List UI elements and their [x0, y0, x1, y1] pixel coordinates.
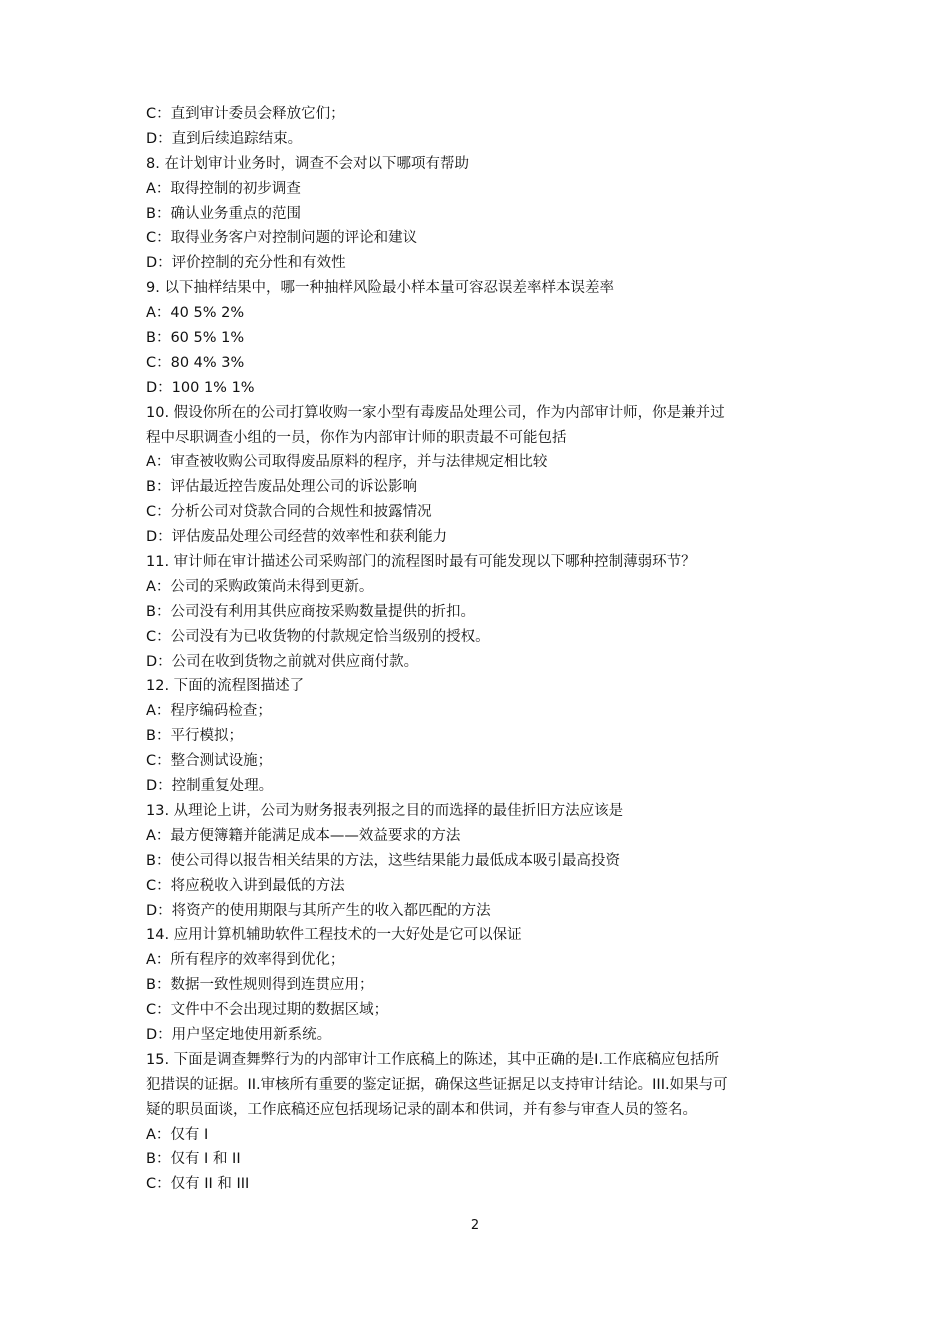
text-line: C：直到审计委员会释放它们； — [146, 106, 345, 122]
option-line: A：40 5% 2% — [146, 305, 245, 322]
question-9: 9. 以下抽样结果中，哪一种抽样风险最小样本量可容忍误差率样本误差率 — [146, 280, 614, 297]
option-line: B：公司没有利用其供应商按采购数量提供的折扣。 — [146, 603, 475, 620]
option-line: A：取得控制的初步调查 — [146, 180, 301, 197]
question-14: 14. 应用计算机辅助软件工程技术的一大好处是它可以保证 — [146, 927, 522, 944]
option-line: B：仅有 I 和 II — [146, 1151, 241, 1168]
question-10: 10. 假设你所在的公司打算收购一家小型有毒废品处理公司，作为内部审计师，你是兼并过 — [146, 404, 725, 421]
option-line: A：公司的采购政策尚未得到更新。 — [146, 578, 374, 595]
option-line: A：仅有 I — [146, 1126, 209, 1143]
option-line: D：评价控制的充分性和有效性 — [146, 255, 346, 272]
option-line: D：将资产的使用期限与其所产生的收入都匹配的方法 — [146, 902, 491, 919]
option-line: A：所有程序的效率得到优化； — [146, 952, 345, 969]
page-number: 2 — [470, 1218, 480, 1233]
option-line: D：公司在收到货物之前就对供应商付款。 — [146, 653, 419, 670]
option-line: C：整合测试设施； — [146, 753, 273, 770]
option-line: B：使公司得以报告相关结果的方法，这些结果能力最低成本吸引最高投资 — [146, 852, 620, 869]
question-15-continued: 犯措误的证据。II.审核所有重要的鉴定证据，确保这些证据足以支持审计结论。III.如果与可 — [146, 1076, 728, 1093]
option-line: B：60 5% 1% — [146, 330, 245, 347]
question-13: 13. 从理论上讲，公司为财务报表列报之目的而选择的最佳折旧方法应该是 — [146, 802, 624, 819]
question-12: 12. 下面的流程图描述了 — [146, 678, 305, 695]
option-line: C：取得业务客户对控制问题的评论和建议 — [146, 230, 418, 247]
option-line: C：80 4% 3% — [146, 354, 245, 371]
option-line: C：分析公司对贷款合同的合规性和披露情况 — [146, 504, 432, 521]
option-line: C：仅有 II 和 III — [146, 1176, 250, 1193]
option-line: B：数据一致性规则得到连贯应用； — [146, 977, 374, 994]
option-line: B：平行模拟； — [146, 728, 243, 745]
question-15-continued: 疑的职员面谈，工作底稿还应包括现场记录的副本和供词，并有参与审查人员的签名。 — [146, 1101, 697, 1118]
option-line: B：确认业务重点的范围 — [146, 205, 301, 222]
option-line: A：最方便簿籍并能满足成本——效益要求的方法 — [146, 827, 461, 844]
question-8: 8. 在计划审计业务时，调查不会对以下哪项有帮助 — [146, 155, 469, 172]
option-line: D：控制重复处理。 — [146, 778, 274, 795]
option-line: C：文件中不会出现过期的数据区域； — [146, 1002, 389, 1019]
document-body — [146, 102, 816, 1197]
text-line: D：直到后续追踪结束。 — [146, 130, 303, 147]
option-line: D：用户坚定地使用新系统。 — [146, 1026, 332, 1043]
option-line: D：评估废品处理公司经营的效率性和获利能力 — [146, 529, 448, 546]
question-11: 11. 审计师在审计描述公司采购部门的流程图时最有可能发现以下哪种控制薄弱环节？ — [146, 554, 696, 571]
option-line: A：审查被收购公司取得废品原料的程序，并与法律规定相比较 — [146, 454, 548, 471]
option-line: A：程序编码检查； — [146, 703, 272, 720]
option-line: C：公司没有为已收货物的付款规定恰当级别的授权。 — [146, 628, 490, 645]
option-line: B：评估最近控告废品处理公司的诉讼影响 — [146, 479, 417, 496]
question-15: 15. 下面是调查舞弊行为的内部审计工作底稿上的陈述，其中正确的是I.工作底稿应包括所 — [146, 1051, 720, 1068]
option-line: D：100 1% 1% — [146, 379, 255, 396]
question-10-continued: 程中尽职调查小组的一员，你作为内部审计师的职责最不可能包括 — [146, 429, 567, 446]
option-line: C：将应税收入讲到最低的方法 — [146, 877, 345, 894]
